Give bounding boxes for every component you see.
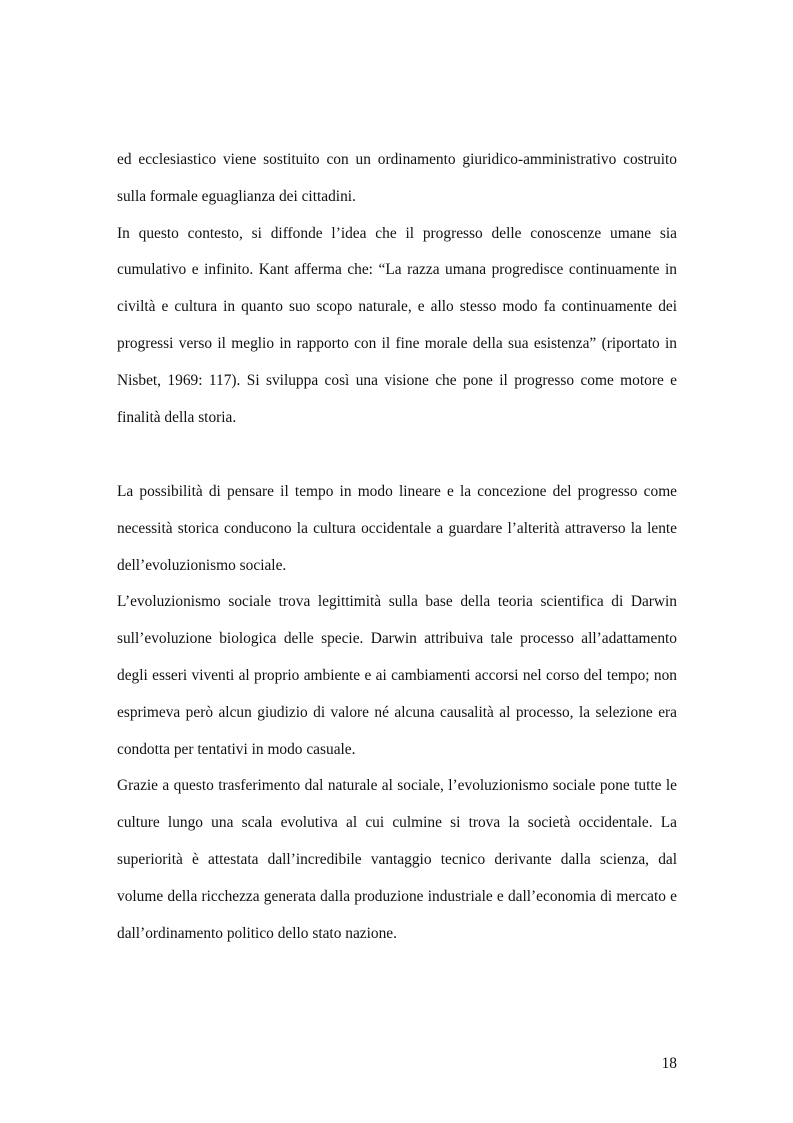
paragraph-social-evolutionism: Grazie a questo trasferimento dal naturale al sociale, l’evoluzionismo sociale pone tutte le culture lungo una scala evolutiva al cui culmine si trova la società occidentale. La superiorità è attestata dall’incredibile vantaggio tecnico derivante dalla scienza, dal volume della ricchezza generata dalla produzione industriale e dall’economia di mercato e dall’ordinamento politico dello stato nazione. bbox=[117, 777, 677, 942]
page-number: 18 bbox=[661, 1055, 677, 1072]
paragraph-alterity: La possibilità di pensare il tempo in modo lineare e la concezione del progresso come necessità storica conducono la cultura occidentale a guardare l’alterità attraverso la lente dell’evoluzionismo sociale. bbox=[117, 483, 677, 574]
text-section-1 bbox=[117, 142, 677, 436]
text-section-2 bbox=[117, 474, 677, 952]
paragraph-continuation: ed ecclesiastico viene sostituito con un ordinamento giuridico-amministrativo costruito sulla formale eguaglianza dei cittadini. bbox=[117, 151, 677, 205]
paragraph-kant-progress: In questo contesto, si diffonde l’idea che il progresso delle conoscenze umane sia cumulativo e infinito. Kant afferma che: “La razza umana progredisce continuamente in civiltà e cultura in quanto suo scopo naturale, e allo stesso modo fa continuamente dei progressi verso il meglio in rapporto con il fine morale della sua esistenza” (riportato in Nisbet, 1969: 117). Si sviluppa così una visione che pone il progresso come motore e finalità della storia. bbox=[117, 224, 677, 426]
paragraph-darwin: L’evoluzionismo sociale trova legittimità sulla base della teoria scientifica di Darwin sull’evoluzione biologica delle specie. Darwin attribuiva tale processo all’adattamento degli esseri viventi al proprio ambiente e ai cambiamenti accorsi nel corso del tempo; non esprimeva però alcun giudizio di valore né alcuna causalità al processo, la selezione era condotta per tentativi in modo casuale. bbox=[117, 593, 677, 758]
